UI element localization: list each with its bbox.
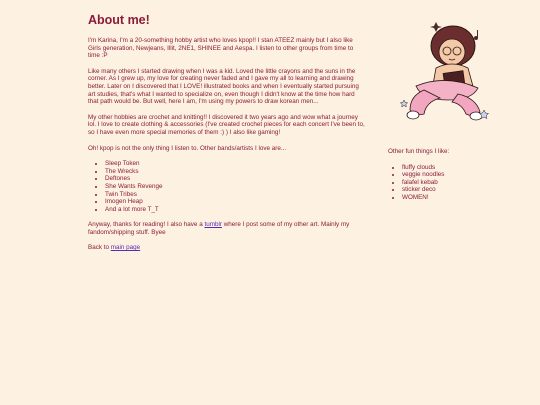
closing-paragraph bbox=[88, 221, 366, 236]
tumblr-link[interactable]: tumblr bbox=[204, 221, 222, 229]
list-item: • The Wrecks bbox=[105, 168, 366, 176]
list-item: • veggie noodles bbox=[402, 171, 458, 179]
intro-paragraph: I'm Karina, I'm a 20-something hobby artist who loves kpop!! I stan ATEEZ mainly but I also like Girls generation, Newjeans, Illit, 2NE1, SHINEE and Aespa. I listen to other groups from time to time :P bbox=[88, 37, 354, 60]
list-item: • She Wants Revenge bbox=[105, 183, 366, 191]
list-item: • And a lot more T_T bbox=[105, 206, 366, 214]
music-paragraph: Oh! kpop is not the only thing I listen to. Other bands/artists I love are... bbox=[88, 144, 287, 152]
artist-illustration bbox=[396, 16, 492, 128]
list-item: • Deftones bbox=[105, 175, 366, 183]
closing-text-after: where I post some of my other art. Mainly my fandom/shipping stuff. Byee bbox=[88, 221, 350, 236]
page-title: About me! bbox=[88, 13, 150, 27]
list-item: • Imogen Heap bbox=[105, 198, 366, 206]
main-content bbox=[88, 12, 366, 260]
fun-things-list bbox=[388, 164, 458, 202]
sidebar-title: Other fun things I like: bbox=[388, 148, 450, 155]
list-item: • WOMEN! bbox=[402, 194, 458, 202]
list-item: • falafel kebab bbox=[402, 179, 458, 187]
list-item: • Sleep Token bbox=[105, 160, 366, 168]
list-item: • Twin Tribes bbox=[105, 191, 366, 199]
sidebar bbox=[388, 148, 458, 210]
back-paragraph bbox=[88, 244, 366, 252]
drawing-paragraph: Like many others I started drawing when I was a kid. Loved the little crayons and the suns in the corner. As I grew up, my love for creating never faded and I gave my all to learning and drawing better. Later on I discovered that I LOVE! illustrated books and when I eventually started pursuing art studies, that's what I wanted to specialize on, even though I didn't know at the time how hard that path would be. But well, here I am, I'm using my powers to draw korean men... bbox=[88, 67, 359, 106]
main-page-link[interactable]: main page bbox=[110, 244, 141, 252]
hobbies-paragraph: My other hobbies are crochet and knitting!! I discovered it two years ago and wow what a journey lol. I love to create clothing & accessories (I've created crochet pieces for each concert I've been to, so I have even more special memories of them :) ) I also like gaming! bbox=[88, 113, 365, 136]
list-item: • sticker deco bbox=[402, 186, 458, 194]
back-prefix: Back to bbox=[88, 244, 111, 252]
bands-list bbox=[88, 160, 366, 213]
closing-text-before: Anyway, thanks for reading! I also have a bbox=[88, 221, 205, 229]
list-item: • fluffy clouds bbox=[402, 164, 458, 172]
